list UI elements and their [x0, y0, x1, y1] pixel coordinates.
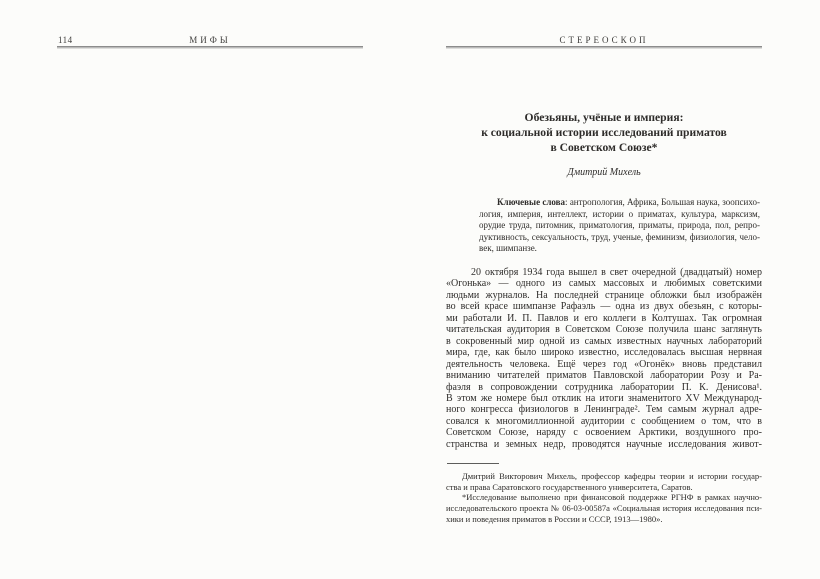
article-title-line-2: к социальной истории исследований приматов: [481, 126, 727, 139]
body-line: «Огонька» — одного из самых массовых и любимых советскими: [446, 278, 762, 290]
article-author: Дмитрий Михель: [567, 167, 641, 178]
head-rule-right: [446, 46, 762, 49]
footnote-rule: [447, 463, 499, 464]
body-line: фаэля в сопровождении сотрудника лаборатории П. К. Денисова¹.: [446, 381, 762, 393]
keywords-line: дуктивность, сексуальность, труд, ученые, феминизм, физиология, чело-: [479, 231, 760, 242]
footnote-line: исследовательского проекта № 06-03-00587а «Социальная история исследования пси-: [446, 503, 762, 514]
footnote-line: *Исследование выполнено при финансовой поддержке РГНФ в рамках научно-: [462, 492, 762, 503]
body-line: В этом же номере был отклик на итоги знаменитого XV Международ-: [446, 392, 762, 404]
article-title-line-3: в Советском Союзе*: [550, 141, 658, 154]
body-line: ного конгресса физиологов в Ленинграде². Тем самым журнал адре-: [446, 404, 762, 416]
keywords-block: [479, 197, 760, 255]
body-line: во всей красе шимпанзе Рафаэль — одна из двух обезьян, с которы-: [446, 301, 762, 313]
right-page: [446, 0, 762, 579]
body-line: людьми журналов. На последней странице обложки был изображён: [446, 289, 762, 301]
body-line: деятельность человека. Ещё через год «Огонёк» вновь представил: [446, 358, 762, 370]
keywords-line-text: : антропология, Африка, Большая наука, зоопсихо-: [565, 197, 760, 207]
body-line: мира, где, как было широко известно, исследовалась высшая нервная: [446, 347, 762, 359]
head-rule-left: [57, 46, 363, 49]
running-head-left: МИФЫ: [189, 35, 231, 45]
footnote-block: [446, 471, 762, 525]
body-paragraph: [446, 267, 762, 450]
body-line: в сокровенный мир одной из самых известных научных лабораторий: [446, 335, 762, 347]
keywords-label: Ключевые слова: [497, 197, 566, 207]
body-line: вниманию читателей приматов Павловской лаборатории Розу и Ра-: [446, 370, 762, 382]
page-number: 114: [58, 35, 73, 45]
keywords-line: орудие труда, питомник, приматология, приматы, природа, пол, репро-: [479, 220, 760, 231]
left-page: [57, 0, 363, 579]
body-line: читательская аудитория в Советском Союзе получила шанс заглянуть: [446, 324, 762, 336]
body-line: совался к многомиллионной аудитории с сообщением о том, что в: [446, 415, 762, 427]
keywords-line: [479, 197, 760, 209]
running-head-right: СТЕРЕОСКОП: [559, 35, 649, 45]
body-line: ми работали И. П. Павлов и его коллеги в Колтушах. Так огромная: [446, 312, 762, 324]
keywords-line: логия, империя, интеллект, истории о приматах, культура, марксизм,: [479, 208, 760, 219]
footnote-line: хики и поведения приматов в России и СССР, 1913—1980».: [446, 513, 663, 524]
keywords-line: век, шимпанзе.: [479, 243, 537, 254]
article-title-line-1: Обезьяны, учёные и империя:: [524, 111, 684, 124]
footnote-line: ства и права Саратовского государственного университета, Саратов.: [446, 481, 693, 492]
footnote-line: Дмитрий Викторович Михель, профессор кафедры теории и истории государ-: [462, 471, 762, 481]
body-line: странства и земных недр, проводятся научные исследования живот-: [446, 438, 762, 450]
article-title: [446, 110, 762, 155]
body-line: 20 октября 1934 года вышел в свет очередной (двадцатый) номер: [471, 267, 762, 278]
body-line: Советском Союзе, наряду с освоением Арктики, воздушного про-: [446, 427, 762, 439]
